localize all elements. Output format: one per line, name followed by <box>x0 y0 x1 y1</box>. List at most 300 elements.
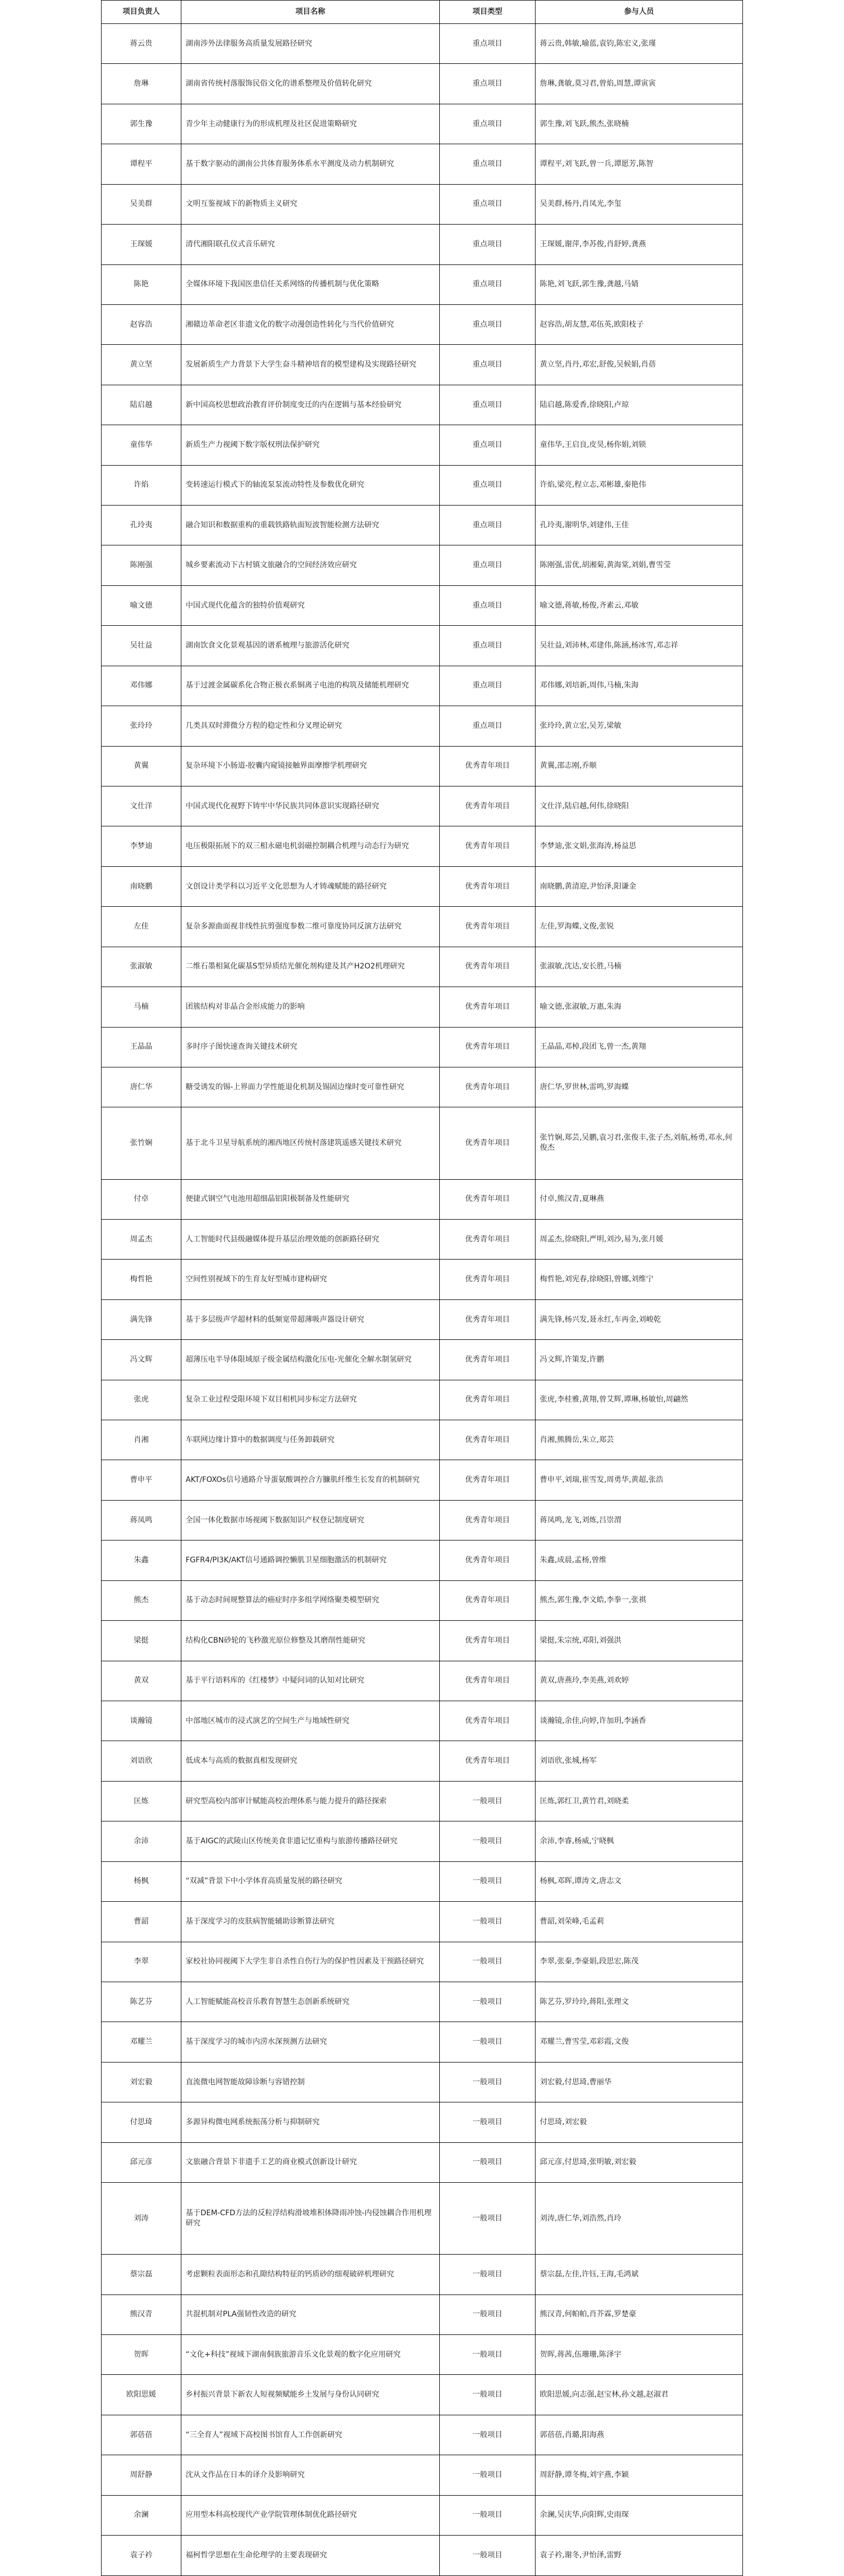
project-leader-cell: 谭程平 <box>102 144 181 184</box>
project-type-cell: 优秀青年项目 <box>440 947 536 987</box>
project-leader-cell: 刘语欣 <box>102 1741 181 1781</box>
project-type-cell: 优秀青年项目 <box>440 1107 536 1179</box>
project-name-cell: “文化+科技”视域下湖南侗族旅游音乐文化景观的数字化应用研究 <box>181 2335 440 2375</box>
table-row <box>102 425 743 465</box>
project-leader-cell: 余沛 <box>102 1821 181 1861</box>
project-leader-cell: 付思琦 <box>102 2102 181 2142</box>
members-cell: 张虎,李桂雅,黄翔,曾艾辉,谭琳,杨敏怡,周翩然 <box>536 1380 743 1420</box>
table-row <box>102 264 743 304</box>
members-cell: 张竹娴,郑芸,吴鹏,袁习君,张俊丰,张子杰,刘航,杨勇,邓永,何俊杰 <box>536 1107 743 1179</box>
members-cell: 邓耀兰,曹雪莹,邓彩霞,文俊 <box>536 2022 743 2062</box>
table-row <box>102 1861 743 1901</box>
members-cell: 周舒静,谭冬梅,刘宇燕,李颖 <box>536 2455 743 2495</box>
project-type-cell: 重点项目 <box>440 24 536 64</box>
table-row <box>102 1741 743 1781</box>
members-cell: 贺晖,蒋茜,伍珊珊,陈泽宇 <box>536 2335 743 2375</box>
table-row <box>102 1260 743 1299</box>
project-leader-cell: 黄翼 <box>102 746 181 786</box>
project-name-cell: 糖受诱发的锡-上界面力学性能退化机制及锡固边缘时变可靠性研究 <box>181 1067 440 1107</box>
project-name-cell: 湖南涉外法律服务高质量发展路径研究 <box>181 24 440 64</box>
project-leader-cell: 杨枫 <box>102 1861 181 1901</box>
project-name-cell: 二维石墨相氮化碳基S型异质结光催化剂构建及其产H2O2机理研究 <box>181 947 440 987</box>
project-type-cell: 一般项目 <box>440 1821 536 1861</box>
members-cell: 唐仁华,罗世林,雷鸣,罗海蝶 <box>536 1067 743 1107</box>
project-name-cell: 文创设计类学科以习近平文化思想为人才铸魂赋能的路径研究 <box>181 866 440 906</box>
project-leader-cell: 吴美群 <box>102 184 181 224</box>
members-cell: 陈艺芬,罗玲玲,蒋阳,张理文 <box>536 1982 743 2022</box>
project-leader-cell: 李梦迪 <box>102 826 181 866</box>
table-row <box>102 1781 743 1821</box>
table-row <box>102 866 743 906</box>
members-cell: 李翠,张秦,李豪娟,段思宏,陈茂 <box>536 1942 743 1982</box>
project-type-cell: 优秀青年项目 <box>440 1500 536 1540</box>
project-leader-cell: 孔玲夷 <box>102 506 181 545</box>
members-cell: 余澜,吴庆华,向阳辉,史雨琛 <box>536 2495 743 2535</box>
project-leader-cell: 唐仁华 <box>102 1067 181 1107</box>
project-name-cell: FGFR4/PI3K/AKT信号通路调控懒肌卫星细胞激活的机制研究 <box>181 1540 440 1580</box>
project-type-cell: 重点项目 <box>440 144 536 184</box>
project-leader-cell: 朱鑫 <box>102 1540 181 1580</box>
project-type-cell: 优秀青年项目 <box>440 866 536 906</box>
table-row <box>102 2255 743 2295</box>
project-leader-cell: 文仕洋 <box>102 786 181 826</box>
project-type-cell: 优秀青年项目 <box>440 907 536 947</box>
project-type-cell: 重点项目 <box>440 64 536 104</box>
project-name-cell: 直流微电网智能故障诊断与容错控制 <box>181 2062 440 2102</box>
project-name-cell: 乡村振兴背景下新农人短视频赋能乡土发展与身份认同研究 <box>181 2375 440 2415</box>
project-name-cell: 共混机制对PLA强韧性改造的研究 <box>181 2295 440 2334</box>
members-cell: 陈刚强,雷优,胡湘菊,黄海棠,刘娟,曹雪莹 <box>536 545 743 585</box>
project-leader-cell: 许焰 <box>102 465 181 505</box>
table-row <box>102 1380 743 1420</box>
project-name-cell: 中国式现代化蕴含的独特价值观研究 <box>181 585 440 625</box>
table-row <box>102 2536 743 2576</box>
project-name-cell: 低成本与高质的数据真相发现研究 <box>181 1741 440 1781</box>
table-row <box>102 144 743 184</box>
project-type-cell: 一般项目 <box>440 2415 536 2455</box>
table-row <box>102 465 743 505</box>
project-name-cell: 湖南饮食文化景观基因的谱系梳理与旅游活化研究 <box>181 626 440 666</box>
project-name-cell: 考虑颗粒表面形态和孔隙结构特征的钙质砂的细观破碎机理研究 <box>181 2255 440 2295</box>
table-row <box>102 2022 743 2062</box>
project-type-cell: 优秀青年项目 <box>440 1299 536 1339</box>
project-name-cell: 沈从文作品在日本的译介及影响研究 <box>181 2455 440 2495</box>
table-row <box>102 1661 743 1701</box>
members-cell: 谈瀚镜,余佳,向婷,许加玥,李涵香 <box>536 1701 743 1741</box>
project-name-cell: 电压极限拓展下的双三相永磁电机弱磁控制耦合机理与动态行为研究 <box>181 826 440 866</box>
table-row <box>102 104 743 144</box>
project-type-cell: 一般项目 <box>440 1902 536 1942</box>
members-cell: 吴美群,杨丹,肖凤光,李玺 <box>536 184 743 224</box>
table-row <box>102 2142 743 2182</box>
members-cell: 左佳,罗海蝶,文俊,张锐 <box>536 907 743 947</box>
project-name-cell: 城乡要素流动下古村镇文旅融合的空间经济效应研究 <box>181 545 440 585</box>
project-name-cell: 发展新质生产力背景下大学生奋斗精神培育的模型建构及实现路径研究 <box>181 345 440 385</box>
project-name-cell: “三全育人”视域下高校图书馆育人工作创新研究 <box>181 2415 440 2455</box>
table-header-row <box>102 1 743 24</box>
members-cell: 黄立坚,肖丹,邓宏,舒俊,吴候娟,肖蓓 <box>536 345 743 385</box>
project-type-cell: 一般项目 <box>440 1982 536 2022</box>
members-cell: 杨枫,邓晖,谭涛文,唐志文 <box>536 1861 743 1901</box>
project-type-cell: 一般项目 <box>440 2495 536 2535</box>
project-leader-cell: 梅哲艳 <box>102 1260 181 1299</box>
project-name-cell: “双减”背景下中小学体育高质量发展的路径研究 <box>181 1861 440 1901</box>
members-cell: 郭蓓蓓,肖璐,阳海燕 <box>536 2415 743 2455</box>
project-type-cell: 一般项目 <box>440 2295 536 2334</box>
project-name-cell: AKT/FOXOs信号通路介导蛋氨酸调控合方臁肌纤维生长发育的机制研究 <box>181 1460 440 1500</box>
table-row <box>102 225 743 264</box>
header-members: 参与人员 <box>536 1 743 24</box>
project-name-cell: 湖南省传统村落服饰民俗文化的谱系整理及价值转化研究 <box>181 64 440 104</box>
project-leader-cell: 余澜 <box>102 2495 181 2535</box>
members-cell: 付思琦,刘宏毅 <box>536 2102 743 2142</box>
members-cell: 付卓,熊汉青,夏琳燕 <box>536 1179 743 1219</box>
table-row <box>102 184 743 224</box>
table-row <box>102 706 743 746</box>
table-row <box>102 1540 743 1580</box>
project-leader-cell: 周舒静 <box>102 2455 181 2495</box>
project-type-cell: 优秀青年项目 <box>440 826 536 866</box>
members-cell: 喻文德,张淑敏,万惠,朱海 <box>536 987 743 1027</box>
project-type-cell: 重点项目 <box>440 465 536 505</box>
table-row <box>102 1580 743 1620</box>
project-leader-cell: 蒋云贵 <box>102 24 181 64</box>
members-cell: 李梦迪,张文娟,张海涛,杨益思 <box>536 826 743 866</box>
project-name-cell: 研究型高校内部审计赋能高校治理体系与能力提升的路径探索 <box>181 1781 440 1821</box>
project-type-cell: 重点项目 <box>440 264 536 304</box>
project-type-cell: 优秀青年项目 <box>440 1179 536 1219</box>
project-name-cell: 车联网边缘计算中的数据调度与任务卸载研究 <box>181 1420 440 1460</box>
project-name-cell: 变转速运行模式下的轴流泵泵流动特性及参数优化研究 <box>181 465 440 505</box>
project-name-cell: 基于动态时间规整算法的癌症时序多组学网络聚类模型研究 <box>181 1580 440 1620</box>
project-name-cell: 多源异构微电网系统振荡分析与抑制研究 <box>181 2102 440 2142</box>
project-name-cell: 青少年主动健康行为的形成机理及社区促进策略研究 <box>181 104 440 144</box>
table-row <box>102 1299 743 1339</box>
project-name-cell: 人工智能时代县级融媒体提升基层治理效能的创新路径研究 <box>181 1219 440 1259</box>
project-leader-cell: 南晓鹏 <box>102 866 181 906</box>
members-cell: 刘宏毅,付思琦,曹丽华 <box>536 2062 743 2102</box>
members-cell: 南晓鹏,黄清迎,尹怡泽,阳谦金 <box>536 866 743 906</box>
project-leader-cell: 郭蓓蓓 <box>102 2415 181 2455</box>
project-leader-cell: 邓伟娜 <box>102 666 181 706</box>
members-cell: 蒋凤鸣,龙飞,刘炼,吕崇渭 <box>536 1500 743 1540</box>
project-type-cell: 优秀青年项目 <box>440 1260 536 1299</box>
project-type-cell: 优秀青年项目 <box>440 1741 536 1781</box>
project-leader-cell: 付卓 <box>102 1179 181 1219</box>
table-row <box>102 1701 743 1741</box>
project-leader-cell: 欧阳思媛 <box>102 2375 181 2415</box>
project-type-cell: 优秀青年项目 <box>440 1420 536 1460</box>
members-cell: 匡炼,郭红卫,黄竹君,刘晓柔 <box>536 1781 743 1821</box>
members-cell: 曹韶,刘荣峰,毛孟莉 <box>536 1902 743 1942</box>
project-name-cell: 文明互鉴视域下的新物质主义研究 <box>181 184 440 224</box>
project-type-cell: 重点项目 <box>440 626 536 666</box>
project-name-cell: 应用型本科高校现代产业学院管理体制优化路径研究 <box>181 2495 440 2535</box>
table-row <box>102 585 743 625</box>
project-name-cell: 文旅融合背景下非遗手工艺的商业模式创新设计研究 <box>181 2142 440 2182</box>
project-name-cell: 清代湘阳联孔仪式音乐研究 <box>181 225 440 264</box>
project-leader-cell: 蔡宗磊 <box>102 2255 181 2295</box>
project-name-cell: 基于数字驱动的湖南公共体育服务体系水平测度及动力机制研究 <box>181 144 440 184</box>
project-type-cell: 重点项目 <box>440 666 536 706</box>
members-cell: 梅哲艳,刘宪春,徐晓阳,曾娜,刘维宁 <box>536 1260 743 1299</box>
header-project-name: 项目名称 <box>181 1 440 24</box>
table-row <box>102 786 743 826</box>
project-name-cell: 超薄压电半导体限域原子级金属结构激化压电-光催化全解水制氢研究 <box>181 1340 440 1380</box>
project-leader-cell: 吴壮益 <box>102 626 181 666</box>
members-cell: 欧阳思媛,向志强,赵宝林,孙文越,赵淑君 <box>536 2375 743 2415</box>
table-row <box>102 2295 743 2334</box>
project-leader-cell: 梁挺 <box>102 1621 181 1661</box>
table-row <box>102 2375 743 2415</box>
project-leader-cell: 熊杰 <box>102 1580 181 1620</box>
project-name-cell: 便捷式钢空气电池用超细晶铝阳极制备及性能研究 <box>181 1179 440 1219</box>
project-leader-cell: 詹琳 <box>102 64 181 104</box>
members-cell: 孔玲夷,谢明华,刘建伟,王佳 <box>536 506 743 545</box>
table-row <box>102 1067 743 1107</box>
project-leader-cell: 陈刚强 <box>102 545 181 585</box>
project-type-cell: 一般项目 <box>440 1781 536 1821</box>
project-leader-cell: 周孟杰 <box>102 1219 181 1259</box>
project-leader-cell: 肖湘 <box>102 1420 181 1460</box>
members-cell: 满先锋,杨兴发,聂永红,车再金,刘峻乾 <box>536 1299 743 1339</box>
project-leader-cell: 黄立坚 <box>102 345 181 385</box>
table-row <box>102 385 743 425</box>
project-leader-cell: 赵容浩 <box>102 304 181 344</box>
project-name-cell: 家校社协同视阈下大学生非自杀性自伤行为的保护性因素及干预路径研究 <box>181 1942 440 1982</box>
project-type-cell: 重点项目 <box>440 184 536 224</box>
members-cell: 文仕洋,陆启越,何伟,徐晓阳 <box>536 786 743 826</box>
project-leader-cell: 王晶晶 <box>102 1027 181 1067</box>
members-cell: 朱鑫,成晨,孟杨,曾维 <box>536 1540 743 1580</box>
table-row <box>102 304 743 344</box>
table-row <box>102 2495 743 2535</box>
project-leader-cell: 王琛媛 <box>102 225 181 264</box>
project-leader-cell: 曹韶 <box>102 1902 181 1942</box>
members-cell: 邓伟娜,刘培新,周伟,马楠,朱海 <box>536 666 743 706</box>
project-type-cell: 优秀青年项目 <box>440 1380 536 1420</box>
project-leader-cell: 曹申平 <box>102 1460 181 1500</box>
members-cell: 陈艳,刘飞跃,郭生豫,龚越,马婧 <box>536 264 743 304</box>
header-leader: 项目负责人 <box>102 1 181 24</box>
members-cell: 谭程平,刘飞跃,曾一兵,谭愿芳,陈智 <box>536 144 743 184</box>
project-leader-cell: 左佳 <box>102 907 181 947</box>
project-type-cell: 优秀青年项目 <box>440 1067 536 1107</box>
project-leader-cell: 马楠 <box>102 987 181 1027</box>
table-row <box>102 1821 743 1861</box>
project-name-cell: 基于平行语料库的《红楼梦》中疑问词的认知对比研究 <box>181 1661 440 1701</box>
project-leader-cell: 熊汉青 <box>102 2295 181 2334</box>
members-cell: 王琛媛,谢萍,李苏俊,肖舒婷,龚燕 <box>536 225 743 264</box>
table-row <box>102 2415 743 2455</box>
table-row <box>102 2335 743 2375</box>
table-row <box>102 1942 743 1982</box>
members-cell: 王晶晶,邓棹,段团飞,曾一杰,黄翔 <box>536 1027 743 1067</box>
project-type-cell: 优秀青年项目 <box>440 1540 536 1580</box>
project-table <box>101 0 743 2576</box>
project-name-cell: 新中国高校思想政治教育评价制度变迁的内在逻辑与基本经验研究 <box>181 385 440 425</box>
members-cell: 吴壮益,刘沛林,邓建伟,陈涵,杨冰雪,邓志祥 <box>536 626 743 666</box>
members-cell: 张玲玲,黄立宏,吴芳,梁敏 <box>536 706 743 746</box>
project-type-cell: 一般项目 <box>440 1861 536 1901</box>
project-type-cell: 一般项目 <box>440 1942 536 1982</box>
project-name-cell: 全国一体化数据市场视阈下数据知识产权登记制度研究 <box>181 1500 440 1540</box>
table-row <box>102 947 743 987</box>
project-type-cell: 一般项目 <box>440 2183 536 2255</box>
project-type-cell: 重点项目 <box>440 104 536 144</box>
project-type-cell: 重点项目 <box>440 345 536 385</box>
table-row <box>102 2183 743 2255</box>
table-row <box>102 1340 743 1380</box>
project-name-cell: 复杂环境下小肠道-胶囊内窥镜接触界面摩擦学机理研究 <box>181 746 440 786</box>
project-type-cell: 优秀青年项目 <box>440 746 536 786</box>
project-leader-cell: 郭生豫 <box>102 104 181 144</box>
members-cell: 曹申平,刘瑞,崔雪发,周勇华,黄超,张浩 <box>536 1460 743 1500</box>
members-cell: 喻文德,蒋敏,杨俊,齐素云,邓敏 <box>536 585 743 625</box>
project-leader-cell: 贺晖 <box>102 2335 181 2375</box>
project-type-cell: 重点项目 <box>440 706 536 746</box>
project-name-cell: 人工智能赋能高校音乐教育智慧生态创新系统研究 <box>181 1982 440 2022</box>
project-name-cell: 复杂多源曲面视非线性抗剪强度参数二维可靠度协同反演方法研究 <box>181 907 440 947</box>
members-cell: 蔡宗磊,左佳,许钰,王海,毛鸿斌 <box>536 2255 743 2295</box>
project-type-cell: 一般项目 <box>440 2142 536 2182</box>
project-type-cell: 重点项目 <box>440 506 536 545</box>
project-name-cell: 基于深度学习的城市内涝水深预测方法研究 <box>181 2022 440 2062</box>
project-name-cell: 基于AIGC的武陵山区传统美食非遗记忆重构与旅游传播路径研究 <box>181 1821 440 1861</box>
members-cell: 余沛,李睿,杨威,宁晓枫 <box>536 1821 743 1861</box>
members-cell: 冯文辉,许策发,许鹏 <box>536 1340 743 1380</box>
project-type-cell: 一般项目 <box>440 2255 536 2295</box>
project-type-cell: 优秀青年项目 <box>440 786 536 826</box>
project-leader-cell: 张虎 <box>102 1380 181 1420</box>
members-cell: 刘涛,唐仁华,刘浩然,肖玲 <box>536 2183 743 2255</box>
project-type-cell: 优秀青年项目 <box>440 1460 536 1500</box>
project-type-cell: 重点项目 <box>440 304 536 344</box>
members-cell: 张淑敏,沈达,安长胜,马楠 <box>536 947 743 987</box>
members-cell: 邱元彦,付思琦,张明敏,刘宏毅 <box>536 2142 743 2182</box>
project-leader-cell: 张竹娴 <box>102 1107 181 1179</box>
table-row <box>102 1107 743 1179</box>
project-name-cell: 基于过渡金属碳系化合物正极衣系铜离子电池的构筑及储能机理研究 <box>181 666 440 706</box>
project-name-cell: 基于DEM-CFD方法的反粒浮结构滑坡堆积体降雨冲蚀-内侵蚀耦合作用机理研究 <box>181 2183 440 2255</box>
table-row <box>102 2455 743 2495</box>
project-type-cell: 重点项目 <box>440 225 536 264</box>
project-leader-cell: 童伟华 <box>102 425 181 465</box>
members-cell: 蒋云贵,韩敏,喻蓝,袁钧,陈宏义,张瑾 <box>536 24 743 64</box>
project-type-cell: 一般项目 <box>440 2335 536 2375</box>
project-leader-cell: 张淑敏 <box>102 947 181 987</box>
project-name-cell: 基于多层级声学超材料的低频宽带超薄吸声器设计研究 <box>181 1299 440 1339</box>
table-row <box>102 1902 743 1942</box>
project-type-cell: 优秀青年项目 <box>440 1701 536 1741</box>
project-type-cell: 优秀青年项目 <box>440 1661 536 1701</box>
project-leader-cell: 李翠 <box>102 1942 181 1982</box>
table-row <box>102 826 743 866</box>
members-cell: 刘语欣,张城,杨军 <box>536 1741 743 1781</box>
project-type-cell: 一般项目 <box>440 2022 536 2062</box>
project-name-cell: 结构化CBN砂轮的飞秒激光原位修整及其磨削性能研究 <box>181 1621 440 1661</box>
project-leader-cell: 张玲玲 <box>102 706 181 746</box>
project-leader-cell: 袁子衿 <box>102 2536 181 2576</box>
table-row <box>102 1420 743 1460</box>
members-cell: 周孟杰,徐晓阳,严明,刘沙,易为,张月媛 <box>536 1219 743 1259</box>
project-type-cell: 一般项目 <box>440 2062 536 2102</box>
project-leader-cell: 喻文德 <box>102 585 181 625</box>
project-leader-cell: 蒋凤鸣 <box>102 1500 181 1540</box>
project-name-cell: 基于深度学习的皮肤病智能辅助诊断算法研究 <box>181 1902 440 1942</box>
project-leader-cell: 谈瀚镜 <box>102 1701 181 1741</box>
project-type-cell: 一般项目 <box>440 2375 536 2415</box>
table-row <box>102 506 743 545</box>
project-type-cell: 一般项目 <box>440 2102 536 2142</box>
project-name-cell: 福柯哲学思想在生命伦理学的主要表现研究 <box>181 2536 440 2576</box>
project-name-cell: 基于北斗卫星导航系统的湘西地区传统村落建筑遥感关键技术研究 <box>181 1107 440 1179</box>
project-type-cell: 重点项目 <box>440 425 536 465</box>
table-row <box>102 1982 743 2022</box>
project-type-cell: 优秀青年项目 <box>440 987 536 1027</box>
table-row <box>102 1219 743 1259</box>
project-name-cell: 团簇结构对非晶合金形成能力的影响 <box>181 987 440 1027</box>
header-project-type: 项目类型 <box>440 1 536 24</box>
project-leader-cell: 刘宏毅 <box>102 2062 181 2102</box>
members-cell: 袁子衿,谢冬,尹怡泽,雷野 <box>536 2536 743 2576</box>
project-type-cell: 重点项目 <box>440 385 536 425</box>
table-row <box>102 1621 743 1661</box>
table-row <box>102 545 743 585</box>
project-name-cell: 中国式现代化视野下铸牢中华民族共同体意识实现路径研究 <box>181 786 440 826</box>
members-cell: 童伟华,王启良,皮昊,杨你娟,刘锁 <box>536 425 743 465</box>
project-type-cell: 一般项目 <box>440 2536 536 2576</box>
project-type-cell: 一般项目 <box>440 2455 536 2495</box>
project-leader-cell: 冯文辉 <box>102 1340 181 1380</box>
table-row <box>102 345 743 385</box>
table-row <box>102 626 743 666</box>
table-row <box>102 1500 743 1540</box>
project-type-cell: 优秀青年项目 <box>440 1340 536 1380</box>
table-row <box>102 666 743 706</box>
project-leader-cell: 黄双 <box>102 1661 181 1701</box>
project-leader-cell: 匡炼 <box>102 1781 181 1821</box>
project-name-cell: 空间性别视域下的生育友好型城市建构研究 <box>181 1260 440 1299</box>
table-row <box>102 64 743 104</box>
project-type-cell: 重点项目 <box>440 545 536 585</box>
table-row <box>102 987 743 1027</box>
table-row <box>102 2102 743 2142</box>
members-cell: 梁挺,朱宗统,邓阳,刘强洪 <box>536 1621 743 1661</box>
project-type-cell: 优秀青年项目 <box>440 1027 536 1067</box>
table-row <box>102 1027 743 1067</box>
members-cell: 郭生豫,刘飞跃,熊杰,张晓楠 <box>536 104 743 144</box>
project-leader-cell: 陆启越 <box>102 385 181 425</box>
members-cell: 黄双,唐燕玲,李美燕,刘欢婷 <box>536 1661 743 1701</box>
project-name-cell: 中部地区城市的浸式演艺的空间生产与地域性研究 <box>181 1701 440 1741</box>
project-name-cell: 新质生产力视阈下数字版权刑法保护研究 <box>181 425 440 465</box>
members-cell: 肖湘,熊腾岳,朱立,郑芸 <box>536 1420 743 1460</box>
project-name-cell: 融合知识和数据重构的重载铁路轨面短波智能检测方法研究 <box>181 506 440 545</box>
project-leader-cell: 邓耀兰 <box>102 2022 181 2062</box>
members-cell: 赵容浩,胡友慧,邓伍英,欧阳枝子 <box>536 304 743 344</box>
table-row <box>102 907 743 947</box>
project-type-cell: 重点项目 <box>440 585 536 625</box>
project-leader-cell: 陈艺芬 <box>102 1982 181 2022</box>
project-leader-cell: 邱元彦 <box>102 2142 181 2182</box>
table-row <box>102 1179 743 1219</box>
project-name-cell: 湘赣边革命老区非遗文化的数字动漫创造性转化与当代价值研究 <box>181 304 440 344</box>
project-name-cell: 复杂工业过程受限环境下双目相机同步标定方法研究 <box>181 1380 440 1420</box>
project-leader-cell: 刘涛 <box>102 2183 181 2255</box>
project-type-cell: 优秀青年项目 <box>440 1219 536 1259</box>
table-row <box>102 746 743 786</box>
